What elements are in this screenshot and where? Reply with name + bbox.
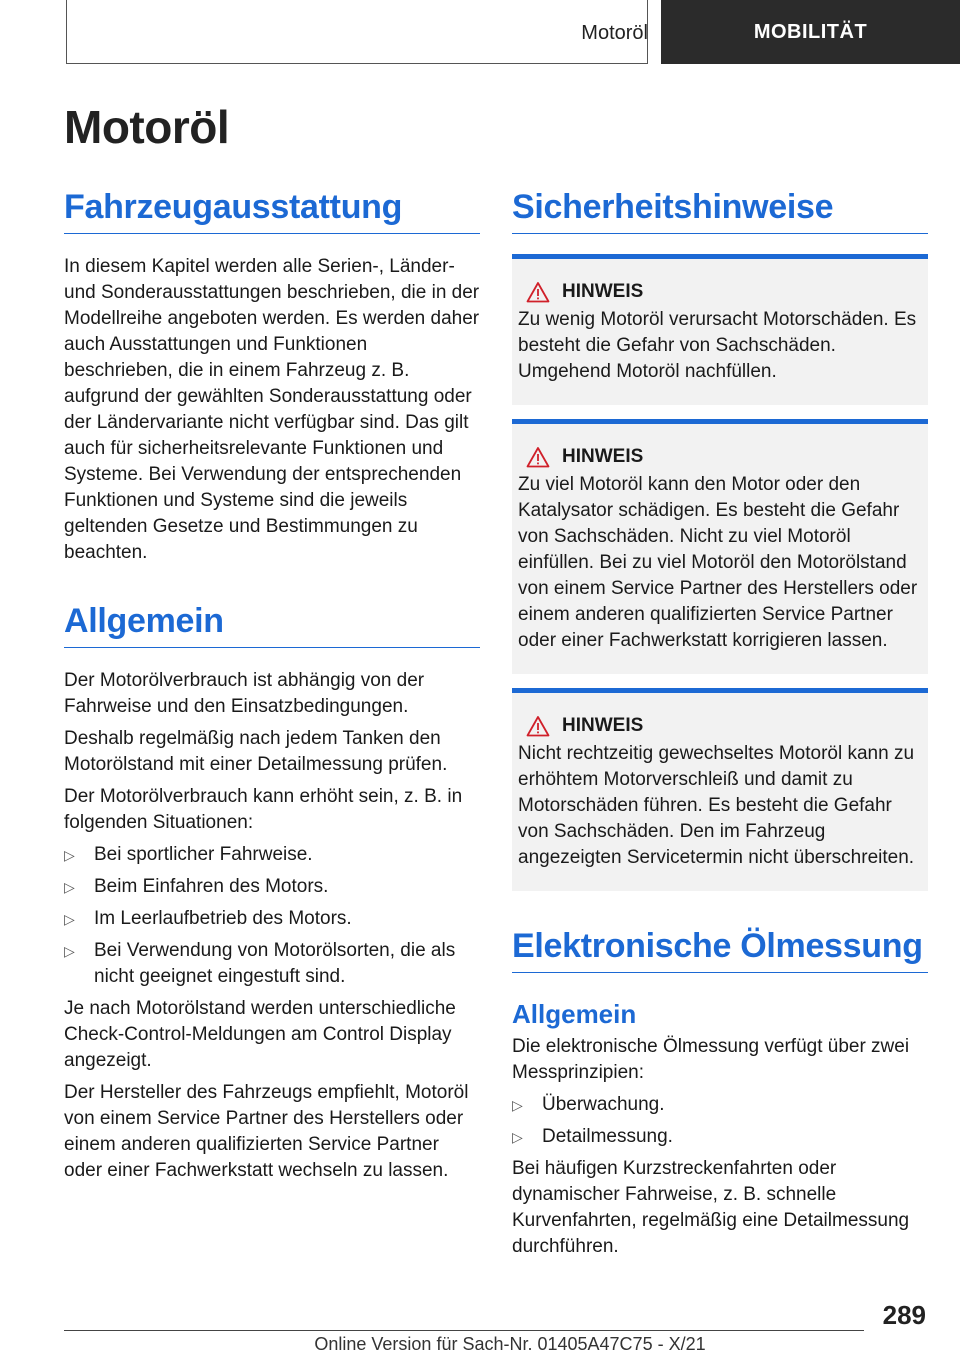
warning-triangle-icon [526, 446, 550, 468]
notice-text: Zu wenig Motoröl verursacht Motorschäden. Es besteht die Gefahr von Sachschäden. Umgehend Motoröl nachfüllen. [518, 309, 917, 382]
paragraph: Die elektronische Ölmessung verfügt über zwei Messprinzipien: [512, 1036, 910, 1083]
list-item: ▷ Im Leerlaufbetrieb des Motors. [64, 906, 480, 932]
header-section-title: Motoröl [581, 22, 648, 44]
header-frame [66, 0, 648, 64]
heading-sicherheitshinweise: Sicherheitshinweise [512, 188, 928, 234]
list-item: ▷ Detailmessung. [512, 1124, 928, 1150]
paragraph: Je nach Motorölstand werden unterschiedliche Check-Control-Meldungen am Control Display angezeigt. [64, 998, 456, 1071]
notice-text: Nicht rechtzeitig gewechseltes Motoröl kann zu erhöhtem Motorverschleiß und damit zu Motorschäden führen. Es besteht die Gefahr von Sachschäden. Den im Fahrzeug angezeigten Servicetermin nicht überschreiten. [518, 743, 915, 868]
notice-title: HINWEIS [562, 281, 644, 302]
warning-triangle-icon [526, 281, 550, 303]
paragraph: Der Hersteller des Fahrzeugs empfiehlt, Motoröl von einem Service Partner des Herstellers oder einem anderen qualifizierten Service Partner oder einer Fachwerkstatt wechseln zu lassen. [64, 1082, 469, 1181]
list-item: ▷ Bei sportlicher Fahrweise. [64, 842, 480, 868]
paragraph: Deshalb regelmäßig nach jedem Tanken den Motorölstand mit einer Detailmessung prüfen. [64, 728, 448, 775]
triangle-bullet-icon: ▷ [64, 943, 75, 959]
right-column [512, 188, 928, 1260]
paragraph: Bei häufigen Kurzstreckenfahrten oder dynamischer Fahrweise, z. B. schnelle Kurvenfahrten, regelmäßig eine Detailmessung durchführen. [512, 1158, 910, 1257]
subheading-allgemein: Allgemein [512, 999, 637, 1029]
paragraph: Der Motorölverbrauch kann erhöht sein, z. B. in folgenden Situationen: [64, 786, 463, 833]
left-column [64, 188, 480, 1184]
notice-box [512, 688, 928, 891]
paragraph: Der Motorölverbrauch ist abhängig von der Fahrweise und den Einsatzbedingungen. [64, 670, 425, 717]
list-item: ▷ Bei Verwendung von Motorölsorten, die als nicht geeignet eingestuft sind. [64, 940, 456, 987]
heading-allgemein: Allgemein [64, 602, 480, 648]
header-chapter-tab: MOBILITÄT [661, 0, 960, 64]
notice-text: Zu viel Motoröl kann den Motor oder den Katalysator schädigen. Es besteht die Gefahr von Sachschäden. Nicht zu viel Motoröl einfüllen. Bei zu viel Motoröl den Motorölstand von einem Service Partner des Herstellers oder einem anderen qualifizierten Service Partner oder einer Fachwerkstatt korrigieren lassen. [518, 474, 918, 651]
triangle-bullet-icon: ▷ [512, 1129, 523, 1145]
list-item: ▷ Überwachung. [512, 1092, 928, 1118]
situation-list [64, 842, 480, 990]
messprinzipien-list [512, 1092, 928, 1150]
notice-box [512, 419, 928, 674]
notice-box [512, 254, 928, 405]
triangle-bullet-icon: ▷ [512, 1097, 523, 1113]
footer-text: Online Version für Sach-Nr. 01405A47C75 - X/21 [314, 1334, 706, 1354]
notice-title: HINWEIS [562, 446, 644, 467]
triangle-bullet-icon: ▷ [64, 879, 75, 895]
notice-title: HINWEIS [562, 715, 644, 736]
warning-triangle-icon [526, 715, 550, 737]
triangle-bullet-icon: ▷ [64, 911, 75, 927]
list-item: ▷ Beim Einfahren des Motors. [64, 874, 480, 900]
footer-divider [64, 1330, 864, 1331]
page-number: 289 [882, 1300, 926, 1330]
page-title: Motoröl [64, 101, 230, 153]
triangle-bullet-icon: ▷ [64, 847, 75, 863]
heading-fahrzeugausstattung: Fahrzeugausstattung [64, 188, 480, 234]
heading-elektronische-oelmessung: Elektronische Ölmessung [512, 927, 928, 973]
paragraph-fahrzeugausstattung: In diesem Kapitel werden alle Serien-, Länder- und Sonderausstattungen beschrieben, die in der Modellreihe angeboten werden. Es werden daher auch Ausstattungen und Funktionen beschrieben, die in einem Fahrzeug z. B. aufgrund der gewählten Sonderausstattung oder der Ländervariante nicht verfügbar sind. Das gilt auch für sicherheitsrelevante Funktionen und Systeme. Bei Verwendung der entsprechenden Funktionen und Systeme sind die jeweils geltenden Gesetze und Bestimmungen zu beachten. [64, 256, 480, 563]
